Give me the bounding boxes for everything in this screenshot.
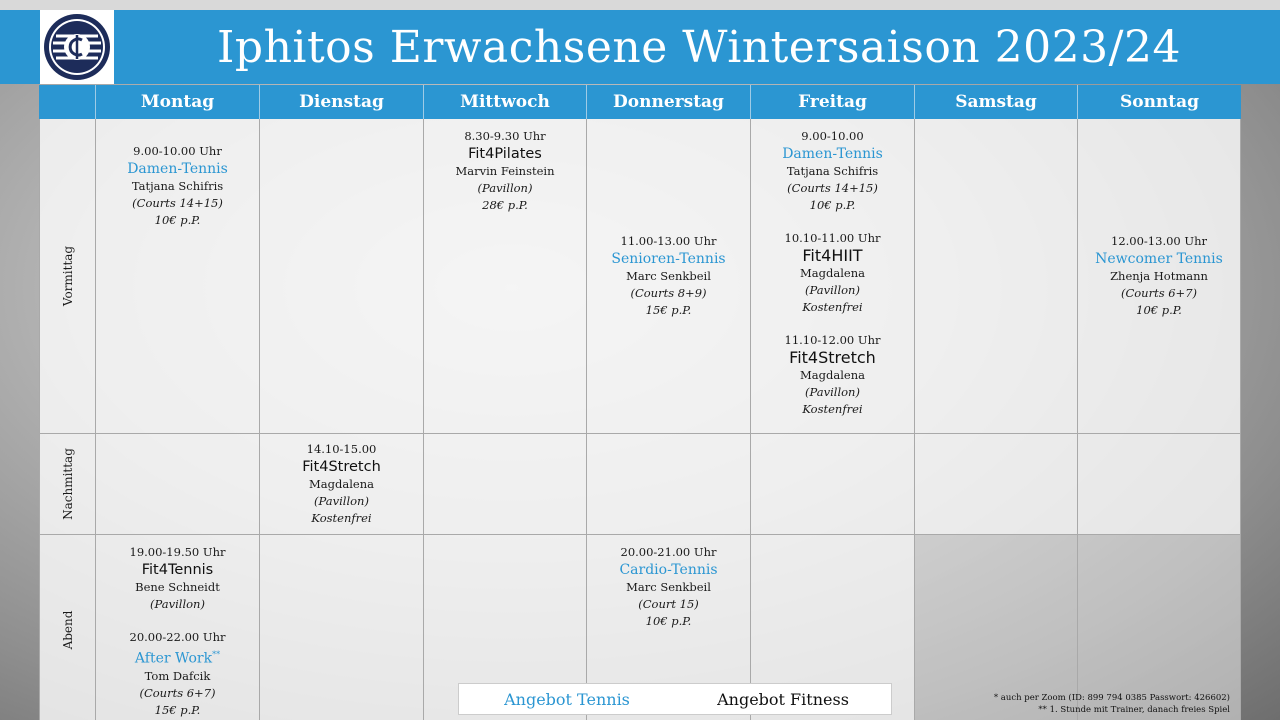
event-location (630, 285, 706, 302)
event-price-text: 10€ p.P. (809, 198, 856, 212)
cell-nachmittag-montag (96, 434, 260, 535)
event-trainer-text: Marc Senkbeil (626, 269, 711, 283)
event-time-text: 11.10-12.00 Uhr (784, 333, 881, 347)
event-trainer (132, 178, 223, 195)
event-name-text: Fit4Tennis (141, 562, 214, 578)
event-location-text: (Pavillon) (477, 181, 533, 195)
footnote-zoom: * auch per Zoom (ID: 899 794 0385 Passwort: 426602) (993, 693, 1230, 703)
event-name-text: Fit4Pilates (468, 146, 542, 162)
legend-fitness: Angebot Fitness (717, 689, 849, 709)
event-trainer (626, 579, 711, 596)
cell-vormittag-donnerstag (587, 119, 751, 434)
event-price-text: 10€ p.P. (645, 614, 692, 628)
event-trainer (800, 265, 865, 282)
event-time-text: 10.10-11.00 Uhr (784, 231, 881, 245)
event-time-text: 8.30-9.30 Uhr (464, 129, 546, 143)
cell-abend-montag (96, 535, 260, 720)
header-day-donnerstag: Donnerstag (587, 85, 751, 119)
event-trainer-text: Tatjana Schifris (786, 164, 879, 178)
event-location (314, 493, 369, 510)
cell-vormittag-samstag (915, 119, 1078, 434)
event-name-text: Senioren-Tennis (611, 251, 726, 267)
event-trainer-text: Marvin Feinstein (455, 164, 555, 178)
event-time (1111, 233, 1207, 250)
cell-vormittag-montag (96, 119, 260, 434)
row-label-nachmittag (39, 434, 96, 535)
event-entry (1095, 233, 1223, 319)
event-entry (782, 128, 883, 214)
event-name-text: After Work (134, 650, 213, 667)
event-time-text: 20.00-22.00 Uhr (129, 630, 226, 644)
event-location-text: (Courts 6+7) (139, 685, 216, 700)
event-trainer (309, 476, 374, 493)
event-trainer (455, 163, 554, 180)
event-price-text: 10€ p.P. (1136, 303, 1182, 317)
row-label-vormittag (39, 119, 96, 434)
event-name (135, 646, 220, 668)
event-time (307, 441, 377, 458)
event-trainer (135, 579, 220, 596)
event-name-text: Damen-Tennis (782, 146, 883, 162)
event-trainer (800, 367, 865, 384)
legend-tennis: Angebot Tennis (504, 689, 630, 709)
event-price (802, 401, 862, 418)
event-price-text: 15€ p.P. (645, 303, 692, 317)
event-location-text: (Pavillon) (150, 597, 205, 611)
event-name (302, 458, 381, 476)
event-name (127, 160, 228, 178)
event-trainer (1110, 268, 1208, 285)
event-name (789, 349, 876, 367)
event-location (150, 596, 205, 613)
event-name-text: Newcomer Tennis (1095, 251, 1223, 267)
event-trainer (145, 668, 211, 685)
event-location (805, 384, 860, 401)
event-location-text: (Courts 14+15) (787, 181, 878, 195)
event-time-text: 9.00-10.00 Uhr (133, 144, 222, 158)
event-price-text: Kostenfrei (802, 402, 863, 416)
event-location-text: (Pavillon) (314, 494, 369, 508)
event-entry (619, 544, 717, 630)
event-footnote-mark: ** (212, 650, 221, 659)
event-price-text: 28€ p.P. (482, 198, 528, 212)
event-price-text: 10€ p.P. (154, 213, 201, 227)
event-time (785, 332, 881, 349)
event-time (621, 544, 717, 561)
event-location (478, 180, 533, 197)
event-trainer-text: Magdalena (800, 266, 865, 280)
event-location (139, 685, 215, 702)
header-corner (39, 85, 96, 119)
cell-nachmittag-samstag (915, 434, 1078, 535)
cell-nachmittag-mittwoch (424, 434, 587, 535)
event-name (802, 247, 862, 265)
event-price-text: Kostenfrei (311, 511, 372, 525)
top-strip (0, 0, 1280, 10)
event-time (133, 143, 222, 160)
event-entry (785, 230, 881, 316)
event-location-text: (Pavillon) (805, 283, 860, 297)
event-time-text: 11.00-13.00 Uhr (620, 234, 717, 248)
cell-nachmittag-freitag (751, 434, 915, 535)
event-trainer-text: Zhenja Hotmann (1110, 269, 1208, 283)
event-trainer-text: Tatjana Schifris (131, 179, 224, 193)
header-day-montag: Montag (96, 85, 260, 119)
legend-box (458, 683, 892, 715)
cell-abend-dienstag (260, 535, 424, 720)
event-name-text: Fit4HIIT (802, 246, 863, 265)
cell-vormittag-sonntag (1078, 119, 1241, 434)
event-entry (455, 128, 554, 214)
event-time (464, 128, 545, 145)
footnote-trainer: ** 1. Stunde mit Trainer, danach freies Spiel (1038, 705, 1230, 715)
event-time-text: 19.00-19.50 Uhr (129, 545, 226, 559)
event-entry (127, 143, 228, 229)
event-name (782, 145, 883, 163)
row-label-text: Vormittag (60, 245, 75, 307)
event-price (802, 299, 862, 316)
event-name (619, 561, 717, 579)
page-title: Iphitos Erwachsene Wintersaison 2023/24 (217, 21, 1181, 73)
event-time (130, 544, 226, 561)
event-price (1136, 302, 1182, 319)
event-entry (130, 544, 226, 613)
event-name-text: Damen-Tennis (127, 161, 228, 177)
event-price-text: Kostenfrei (802, 300, 863, 314)
event-time-text: 9.00-10.00 (801, 129, 864, 143)
event-name (142, 561, 214, 579)
event-name (611, 250, 725, 268)
footnotes (994, 692, 1230, 716)
club-crest-icon (42, 12, 112, 82)
event-location-text: (Courts 14+15) (132, 196, 223, 210)
cell-vormittag-dienstag (260, 119, 424, 434)
cell-vormittag-mittwoch (424, 119, 587, 434)
event-location-text: (Courts 8+9) (630, 286, 707, 300)
cell-nachmittag-sonntag (1078, 434, 1241, 535)
header-day-sonntag: Sonntag (1078, 85, 1241, 119)
event-name-text: Cardio-Tennis (619, 562, 718, 578)
event-price (155, 212, 201, 229)
event-location (1121, 285, 1197, 302)
event-price (482, 197, 528, 214)
event-entry (130, 629, 226, 719)
cell-vormittag-freitag (751, 119, 915, 434)
event-price (810, 197, 856, 214)
event-time (801, 128, 863, 145)
event-time-text: 12.00-13.00 Uhr (1111, 234, 1207, 248)
header-day-mittwoch: Mittwoch (424, 85, 587, 119)
event-trainer-text: Magdalena (800, 368, 865, 382)
event-price (155, 702, 201, 719)
header-day-freitag: Freitag (751, 85, 915, 119)
row-label-text: Abend (60, 610, 75, 649)
event-trainer-text: Tom Dafcik (144, 668, 211, 683)
event-time-text: 20.00-21.00 Uhr (620, 545, 717, 559)
event-trainer-text: Magdalena (309, 477, 374, 491)
event-price-text: 15€ p.P. (154, 702, 201, 717)
header-day-samstag: Samstag (915, 85, 1078, 119)
club-logo (40, 10, 114, 84)
event-price (311, 510, 371, 527)
event-entry (785, 332, 881, 418)
event-entry (302, 441, 381, 527)
event-price (646, 302, 692, 319)
event-location-text: (Pavillon) (805, 385, 860, 399)
row-label-abend (39, 535, 96, 720)
header-day-dienstag: Dienstag (260, 85, 424, 119)
cell-nachmittag-dienstag (260, 434, 424, 535)
event-name-text: Fit4Stretch (789, 348, 876, 367)
event-trainer-text: Bene Schneidt (135, 580, 220, 594)
event-entry (611, 233, 725, 319)
cell-nachmittag-donnerstag (587, 434, 751, 535)
event-location (132, 195, 223, 212)
event-price (646, 613, 692, 630)
event-name-text: Fit4Stretch (302, 459, 381, 475)
event-name (468, 145, 542, 163)
event-location (638, 596, 699, 613)
event-time-text: 14.10-15.00 (306, 442, 377, 456)
event-trainer (787, 163, 878, 180)
event-time (785, 230, 881, 247)
event-location-text: (Court 15) (638, 597, 699, 611)
event-trainer (626, 268, 711, 285)
event-name (1095, 250, 1223, 268)
event-trainer-text: Marc Senkbeil (626, 580, 711, 594)
event-time (621, 233, 717, 250)
event-location-text: (Courts 6+7) (1120, 286, 1198, 300)
event-time (130, 629, 226, 646)
row-label-text: Nachmittag (60, 448, 75, 520)
event-location (787, 180, 878, 197)
event-location (805, 282, 860, 299)
